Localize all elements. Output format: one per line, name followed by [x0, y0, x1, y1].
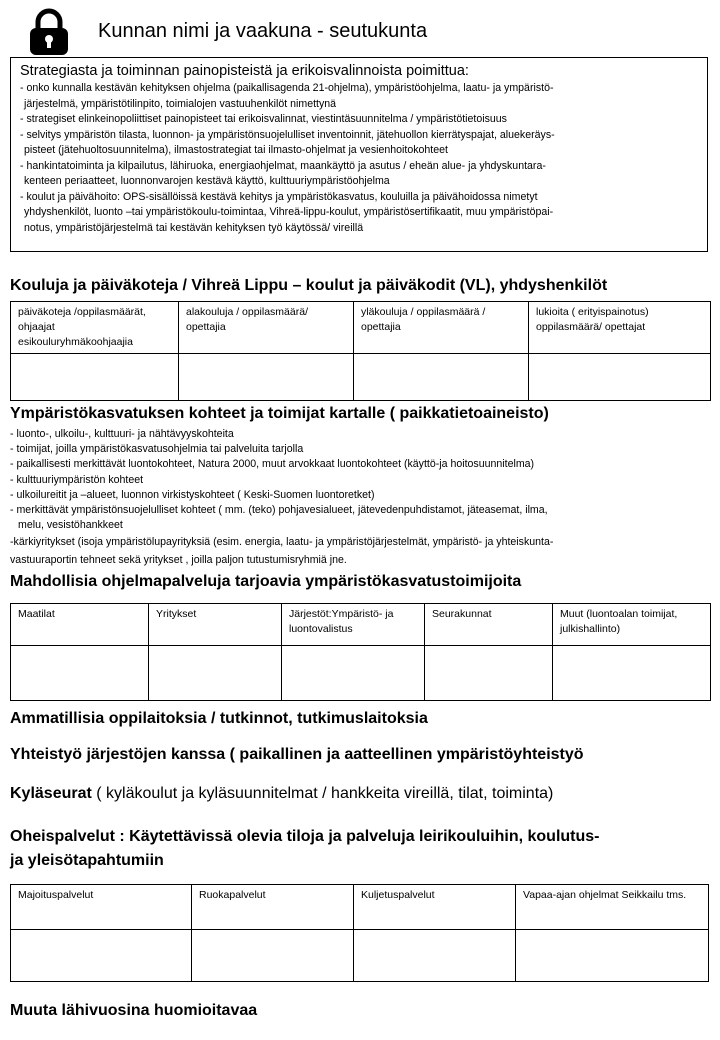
- padlock-icon: [26, 8, 72, 56]
- side-services-heading-2: ja yleisötapahtumiin: [10, 852, 164, 869]
- table-cell-empty[interactable]: [11, 646, 149, 701]
- table-header-cell: Vapaa-ajan ohjelmat Seikkailu tms.: [516, 885, 709, 930]
- strategy-line: - selvitys ympäristön tilasta, luonnon- ja ympäristönsuojelulliset inventoinnit, jätehuollon kierrätyspajat, aluekeräys-: [20, 128, 555, 141]
- strategy-line: notus, ympäristöjärjestelmä tai kestävän kehityksen työ käytössä/ vireillä: [24, 221, 364, 234]
- village-heading-bold: Kyläseurat: [10, 785, 92, 802]
- side-services-table: [10, 884, 709, 982]
- env-targets-list: [10, 427, 553, 568]
- side-services-heading-1: Oheispalvelut : Käytettävissä olevia tiloja ja palveluja leirikouluihin, koulutus-: [10, 828, 600, 845]
- vocational-heading: Ammatillisia oppilaitoksia / tutkinnot, tutkimuslaitoksia: [10, 710, 428, 727]
- list-item: - kulttuuriympäristön kohteet: [10, 473, 144, 486]
- table-cell-empty[interactable]: [179, 354, 354, 401]
- schools-heading: Kouluja ja päiväkoteja / Vihreä Lippu – koulut ja päiväkodit (VL), yhdyshenkilöt: [10, 277, 608, 294]
- other-heading: Muuta lähivuosina huomioitavaa: [10, 1002, 258, 1019]
- table-cell-empty[interactable]: [192, 930, 354, 982]
- table-cell-empty[interactable]: [11, 930, 192, 982]
- table-cell-empty[interactable]: [516, 930, 709, 982]
- program-services-heading: Mahdollisia ohjelmapalveluja tarjoavia ympäristökasvatustoimijoita: [10, 573, 522, 590]
- village-heading: [10, 785, 553, 803]
- table-header-cell: alakouluja / oppilasmäärä/ opettajia: [179, 302, 354, 354]
- page-title: Kunnan nimi ja vaakuna - seutukunta: [98, 20, 428, 42]
- table-header-cell: päiväkoteja /oppilasmäärät, ohjaajat esikouluryhmäkoohjaajia: [11, 302, 179, 354]
- table-header-cell: Seurakunnat: [425, 604, 553, 646]
- table-header-cell: yläkouluja / oppilasmäärä / opettajia: [354, 302, 529, 354]
- list-item: - toimijat, joilla ympäristökasvatusohjelmia tai palveluita tarjolla: [10, 443, 304, 456]
- program-services-table: [10, 603, 711, 701]
- table-header-cell: Maatilat: [11, 604, 149, 646]
- list-item: melu, vesistöhankkeet: [18, 519, 123, 532]
- strategy-line: pisteet (jätehuoltosuunnitelma), ilmastostrategiat tai ilmasto-ohjelmat ja vesienhoitokohteet: [24, 144, 448, 156]
- table-header-cell: lukioita ( erityispainotus) oppilasmäärä/ opettajat: [529, 302, 711, 354]
- village-heading-detail: ( kyläkoulut ja kyläsuunnitelmat / hankkeita vireillä, tilat, toiminta): [91, 785, 554, 802]
- table-cell-empty[interactable]: [529, 354, 711, 401]
- strategy-line: kenteen periaatteet, luonnonvarojen kestävä käyttö, kulttuuriympäristöohjelma: [24, 175, 390, 187]
- strategy-line: yhdyshenkilöt, luonto –tai ympäristökoulu-toimintaa, Vihreä-lippu-koulut, ympäristösertifikaatit, muu ympäristöpai-: [24, 206, 554, 218]
- table-cell-empty[interactable]: [11, 354, 179, 401]
- env-targets-heading: Ympäristökasvatuksen kohteet ja toimijat kartalle ( paikkatietoaineisto): [10, 405, 549, 422]
- strategy-line: - onko kunnalla kestävän kehityksen ohjelma (paikallisagenda 21-ohjelma), ympäristöohjelma, laatu- ja ympäristö-: [20, 82, 554, 94]
- strategy-line: järjestelmä, ympäristötilinpito, toimialojen vastuuhenkilöt nimettynä: [24, 97, 337, 110]
- table-header-cell: Järjestöt:Ympäristö- ja luontovalistus: [282, 604, 425, 646]
- table-cell-empty[interactable]: [354, 354, 529, 401]
- table-header-cell: Yritykset: [149, 604, 282, 646]
- list-item: - ulkoilureitit ja –alueet, luonnon virkistyskohteet ( Keski-Suomen luontoretket): [10, 488, 375, 501]
- table-header-cell: Majoituspalvelut: [11, 885, 192, 930]
- schools-table: [10, 301, 711, 401]
- strategy-line: - hankintatoiminta ja kilpailutus, lähiruoka, energiaohjelmat, maankäyttö ja asutus / eheän alue- ja yhdyskuntara-: [20, 159, 546, 172]
- cooperation-heading: Yhteistyö järjestöjen kanssa ( paikallinen ja aatteellinen ympäristöyhteistyö: [10, 746, 584, 763]
- list-item: - paikallisesti merkittävät luontokohteet, Natura 2000, muut arvokkaat luontokohteet (käyttö-ja hoitosuunnitelma): [10, 458, 535, 471]
- strategy-heading: Strategiasta ja toiminnan painopisteistä ja erikoisvalinnoista poimittua:: [20, 63, 469, 79]
- table-cell-empty[interactable]: [553, 646, 711, 701]
- list-item: -kärkiyritykset (isoja ympäristölupayrityksiä (esim. energia, laatu- ja ympäristöjärjestelmät, ympäristö- ja yhteiskunta-: [10, 536, 554, 549]
- table-cell-empty[interactable]: [425, 646, 553, 701]
- table-header-cell: Ruokapalvelut: [192, 885, 354, 930]
- table-header-cell: Muut (luontoalan toimijat, julkishallinto): [553, 604, 711, 646]
- list-item: vastuuraportin tehneet sekä yritykset , joilla paljon tutustumisryhmiä jne.: [10, 553, 347, 566]
- table-header-cell: Kuljetuspalvelut: [354, 885, 516, 930]
- table-cell-empty[interactable]: [354, 930, 516, 982]
- strategy-box: [10, 57, 708, 252]
- list-item: - luonto-, ulkoilu-, kulttuuri- ja nähtävyyskohteita: [10, 428, 234, 440]
- strategy-line: - strategiset elinkeinopoliittiset painopisteet tai erikoisvalinnat, viestintäsuunnitelma / ympäristötietoisuus: [20, 113, 507, 125]
- list-item: - merkittävät ympäristönsuojelulliset kohteet ( mm. (teko) pohjavesialueet, jätevedenpuhdistamot, jäteasemat, ilma,: [10, 504, 548, 517]
- strategy-line: - koulut ja päivähoito: OPS-sisällöissä kestävä kehitys ja ympäristökasvatus, kouluilla ja päivähoidossa nimetyt: [20, 190, 538, 203]
- table-cell-empty[interactable]: [149, 646, 282, 701]
- table-cell-empty[interactable]: [282, 646, 425, 701]
